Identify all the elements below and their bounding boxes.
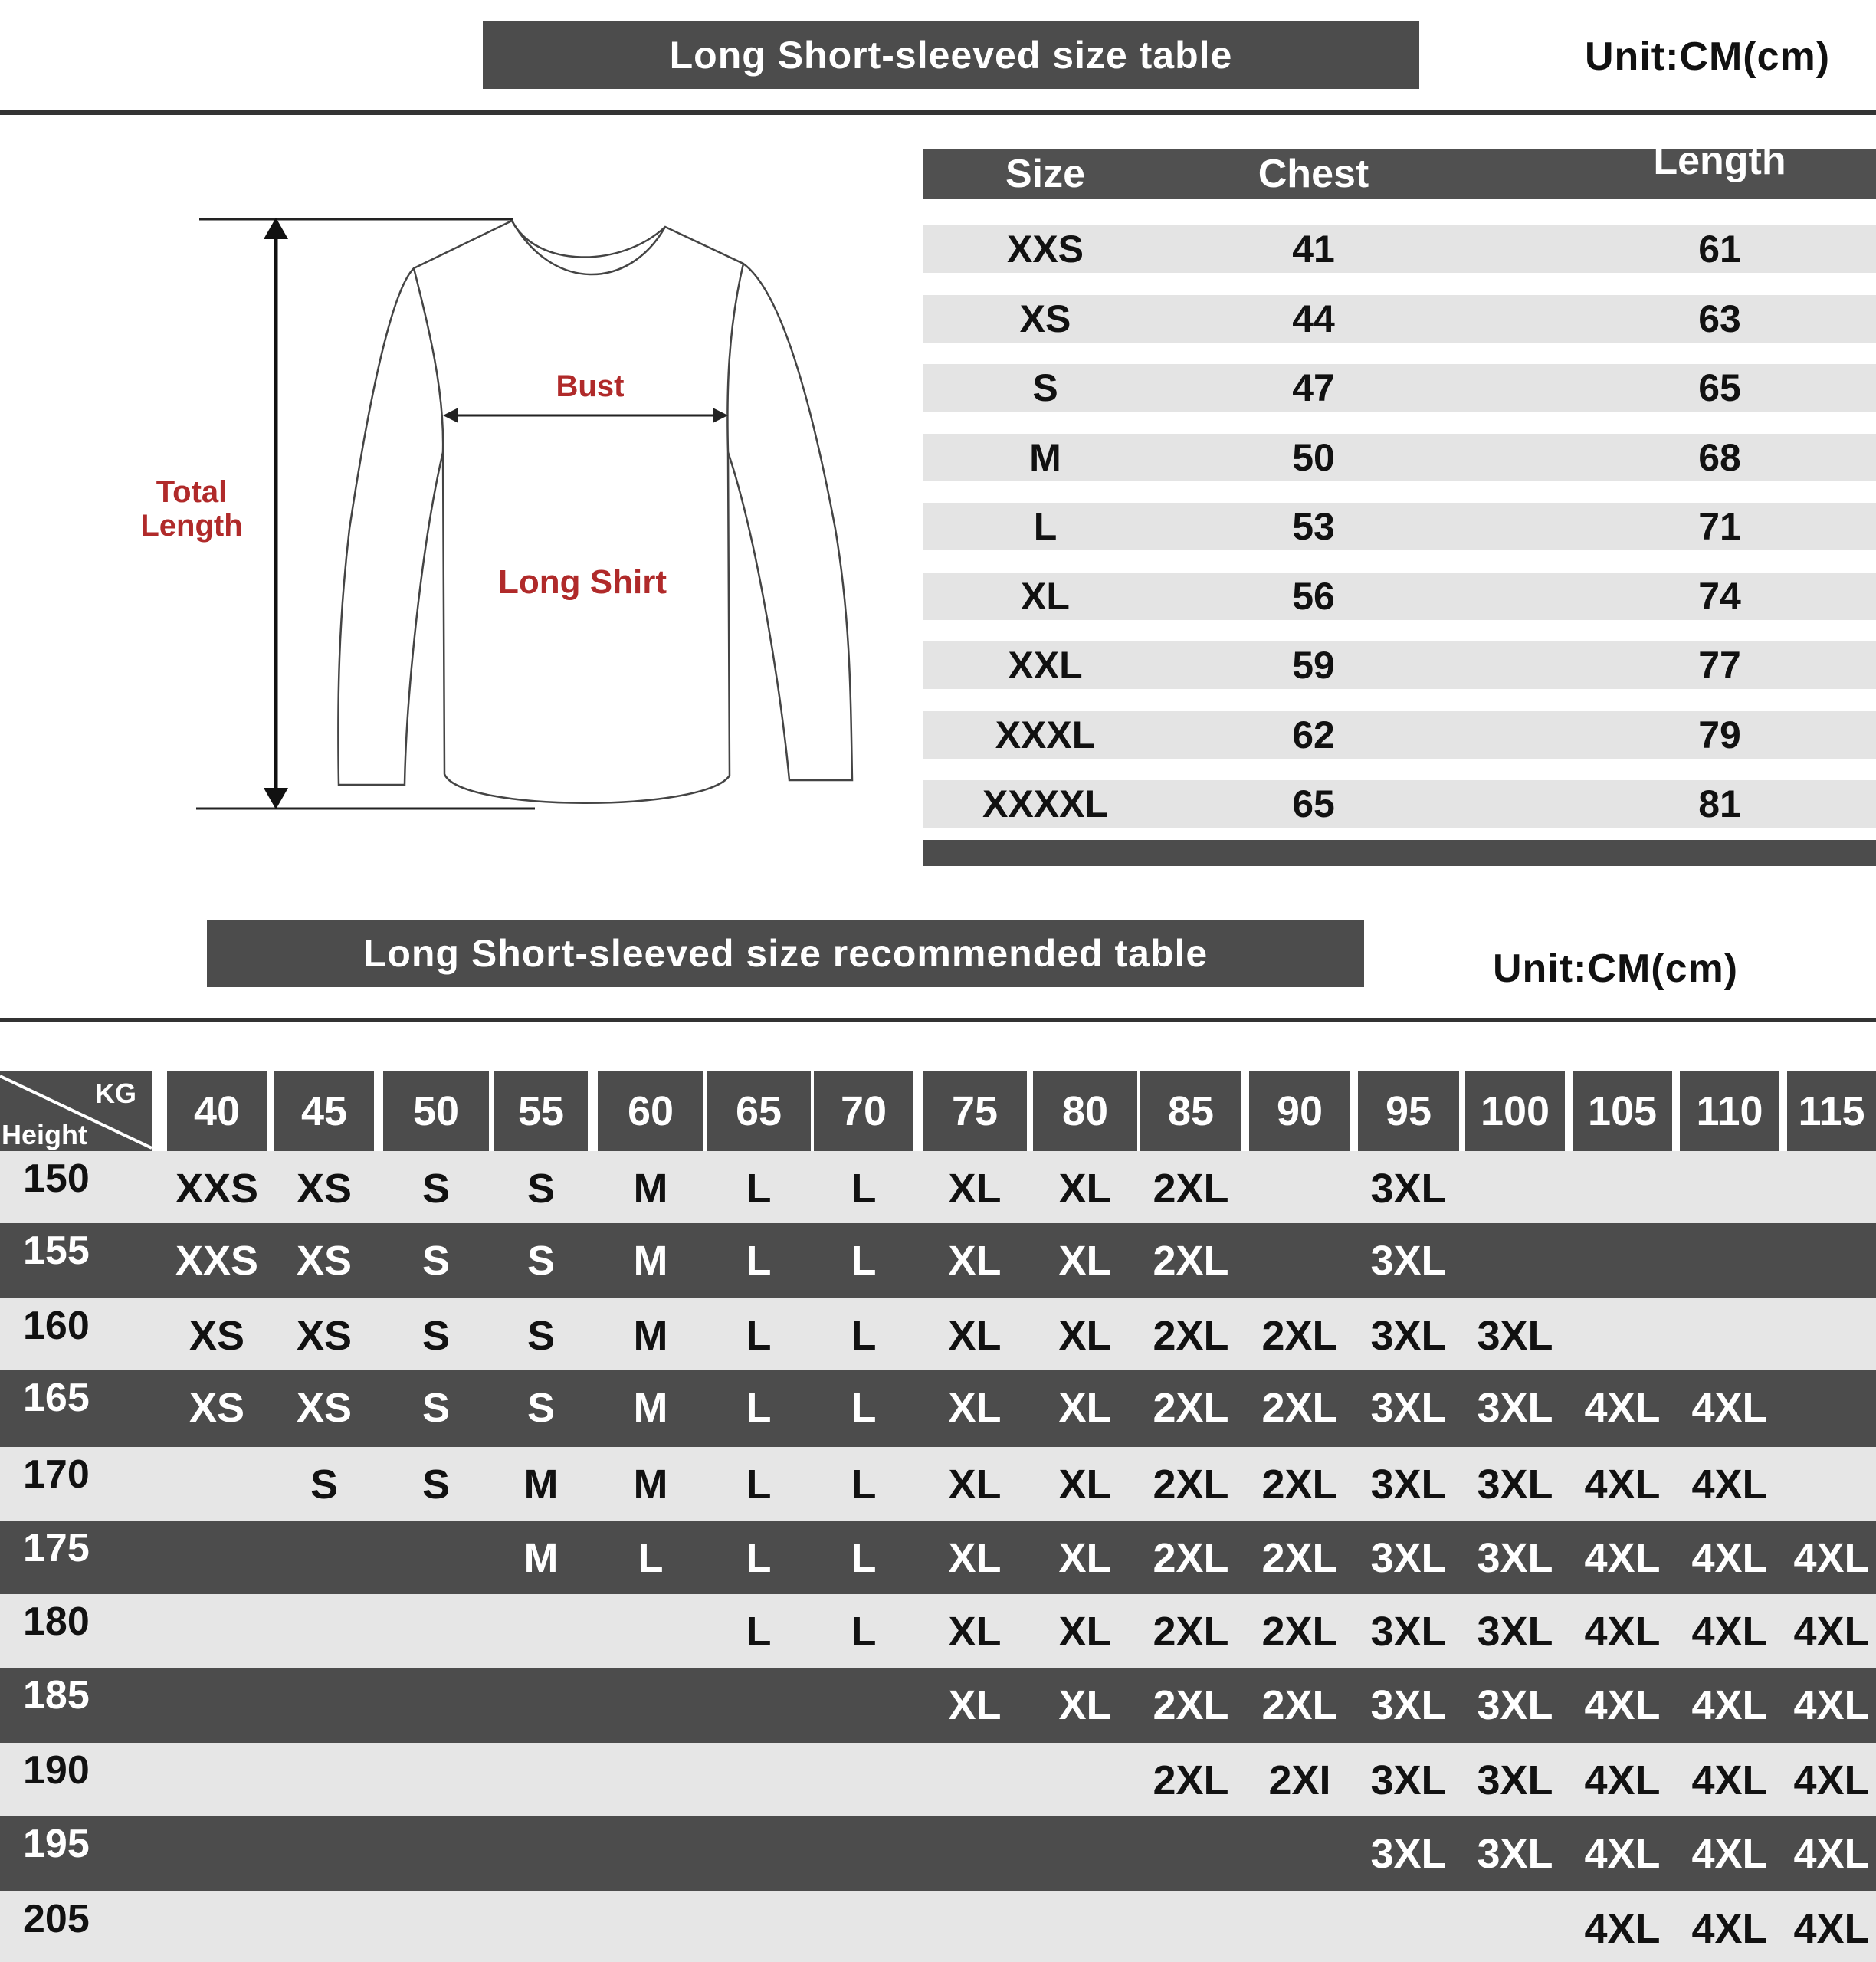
recommended-size-cell: 2XL [1153, 1166, 1229, 1212]
size-table-row [923, 364, 1876, 412]
recommended-size-cell: XL [948, 1682, 1002, 1728]
kg-column-header: 50 [383, 1071, 489, 1151]
total-length-label-line1: Total [156, 475, 228, 509]
recommended-size-cell: XS [189, 1385, 245, 1431]
recommended-size-cell: L [851, 1462, 877, 1508]
recommended-size-cell: M [633, 1313, 668, 1359]
recommended-size-cell: XL [1058, 1238, 1112, 1284]
recommended-size-cell: 4XL [1793, 1609, 1870, 1655]
recommended-size-cell: L [746, 1313, 772, 1359]
recommended-size-cell: 4XL [1691, 1385, 1768, 1431]
recommended-size-cell: XS [296, 1385, 353, 1431]
size-cell: L [1033, 505, 1058, 548]
recommend-table-unit: Unit:CM(cm) [1493, 947, 1739, 991]
chest-column-header: Chest [1258, 152, 1369, 196]
kg-column-header: 70 [814, 1071, 913, 1151]
recommended-size-cell: S [421, 1462, 451, 1508]
recommend-table-row [0, 1521, 1876, 1594]
length-cell: 77 [1698, 644, 1741, 687]
size-table-unit: Unit:CM(cm) [1585, 34, 1831, 79]
recommended-size-cell: S [526, 1238, 556, 1284]
recommended-size-cell: 4XL [1793, 1535, 1870, 1581]
recommend-table-row [0, 1668, 1876, 1743]
recommended-size-cell: 4XL [1691, 1609, 1768, 1655]
recommended-size-cell: S [526, 1385, 556, 1431]
recommended-size-cell: XL [1058, 1609, 1112, 1655]
recommended-size-cell: XL [1058, 1385, 1112, 1431]
size-table-footer-bar [923, 840, 1876, 866]
size-column-header: Size [1005, 152, 1086, 196]
recommended-size-cell: 2XL [1153, 1385, 1229, 1431]
size-cell: M [1029, 435, 1061, 479]
recommended-size-cell: 4XL [1691, 1535, 1768, 1581]
recommended-size-cell: 4XL [1584, 1385, 1661, 1431]
size-table-row [923, 573, 1876, 620]
recommend-table-row [0, 1816, 1876, 1891]
recommended-size-cell: XS [296, 1313, 353, 1359]
recommended-size-cell: 2XL [1261, 1609, 1338, 1655]
recommended-size-cell: 3XL [1370, 1385, 1447, 1431]
chest-cell: 65 [1292, 783, 1335, 825]
top-divider [0, 110, 1876, 115]
recommended-size-cell: XL [948, 1238, 1002, 1284]
recommended-size-cell: 4XL [1584, 1462, 1661, 1508]
long-shirt-label: Long Shirt [498, 563, 667, 601]
size-table-row [923, 641, 1876, 689]
recommended-size-cell: L [851, 1609, 877, 1655]
recommended-size-cell: L [638, 1535, 664, 1581]
recommended-size-cell: 2XL [1153, 1535, 1229, 1581]
garment-diagram [123, 207, 874, 820]
corner-header-cell [0, 1071, 152, 1151]
recommended-size-cell: S [310, 1462, 339, 1508]
size-table [923, 139, 1876, 869]
recommended-size-cell: 3XL [1477, 1535, 1553, 1581]
height-cell: 175 [23, 1526, 90, 1570]
recommended-size-cell: L [746, 1385, 772, 1431]
size-cell: S [1032, 366, 1058, 409]
length-cell: 61 [1698, 228, 1741, 271]
recommend-table-row [0, 1298, 1876, 1370]
recommend-table-row [0, 1891, 1876, 1962]
recommended-size-cell: 3XL [1370, 1166, 1447, 1212]
length-cell: 81 [1698, 783, 1741, 825]
recommended-size-cell: M [633, 1462, 668, 1508]
recommended-size-cell: L [851, 1238, 877, 1284]
recommended-size-cell: XL [948, 1462, 1002, 1508]
recommended-size-cell: L [851, 1385, 877, 1431]
recommended-size-cell: S [421, 1313, 451, 1359]
kg-column-header: 80 [1033, 1071, 1137, 1151]
kg-column-header: 45 [274, 1071, 374, 1151]
size-cell: XXXXL [982, 783, 1108, 825]
recommend-table-row [0, 1447, 1876, 1521]
kg-column-header: 95 [1358, 1071, 1459, 1151]
recommended-size-cell: 2XL [1261, 1313, 1338, 1359]
recommended-size-cell: 2XL [1153, 1462, 1229, 1508]
height-cell: 195 [23, 1822, 90, 1866]
kg-column-header: 65 [707, 1071, 811, 1151]
recommended-size-cell: 4XL [1691, 1682, 1768, 1728]
recommended-size-cell: XL [948, 1385, 1002, 1431]
recommended-size-cell: 3XL [1370, 1462, 1447, 1508]
recommended-size-cell: 4XL [1584, 1831, 1661, 1877]
bust-label: Bust [556, 369, 625, 403]
recommended-size-cell: 4XL [1584, 1757, 1661, 1803]
kg-column-header: 60 [598, 1071, 704, 1151]
kg-column-header: 115 [1787, 1071, 1876, 1151]
length-column-header: Length [1653, 139, 1786, 183]
recommended-size-cell: XL [948, 1535, 1002, 1581]
recommended-size-cell: 4XL [1691, 1757, 1768, 1803]
size-table-row [923, 434, 1876, 481]
recommended-size-cell: L [746, 1462, 772, 1508]
recommended-size-cell: 3XL [1477, 1385, 1553, 1431]
recommended-size-cell: M [523, 1462, 559, 1508]
size-table-row [923, 225, 1876, 273]
kg-column-header: 75 [923, 1071, 1027, 1151]
recommended-size-cell: 4XL [1793, 1682, 1870, 1728]
height-cell: 180 [23, 1599, 90, 1644]
recommended-size-cell: 3XL [1370, 1609, 1447, 1655]
kg-column-header: 55 [494, 1071, 588, 1151]
height-cell: 190 [23, 1748, 90, 1793]
recommended-size-cell: 3XL [1370, 1535, 1447, 1581]
chest-cell: 44 [1292, 297, 1335, 340]
kg-column-header: 40 [167, 1071, 267, 1151]
recommended-size-cell: 2XL [1261, 1535, 1338, 1581]
kg-column-header: 110 [1680, 1071, 1779, 1151]
recommend-table-row [0, 1594, 1876, 1668]
recommend-table-row [0, 1223, 1876, 1298]
chest-cell: 62 [1292, 713, 1335, 756]
recommended-size-cell: 2XL [1153, 1682, 1229, 1728]
recommended-size-cell: S [526, 1313, 556, 1359]
recommended-size-cell: XL [1058, 1313, 1112, 1359]
recommended-size-cell: M [633, 1385, 668, 1431]
recommended-size-cell: 3XL [1370, 1238, 1447, 1284]
height-cell: 185 [23, 1673, 90, 1718]
recommended-size-cell: XS [296, 1166, 353, 1212]
recommended-size-cell: 4XL [1793, 1906, 1870, 1952]
recommended-size-cell: 2XL [1261, 1385, 1338, 1431]
recommended-size-cell: 4XL [1691, 1462, 1768, 1508]
height-cell: 155 [23, 1229, 90, 1273]
recommended-size-cell: XXS [175, 1238, 259, 1284]
recommended-size-cell: XL [1058, 1682, 1112, 1728]
size-table-row [923, 503, 1876, 550]
recommended-size-cell: 2XL [1153, 1313, 1229, 1359]
chest-cell: 47 [1292, 366, 1335, 409]
recommended-size-cell: 4XL [1691, 1906, 1768, 1952]
length-cell: 68 [1698, 435, 1741, 479]
recommend-table-row [0, 1151, 1876, 1223]
recommended-size-cell: XL [1058, 1535, 1112, 1581]
recommended-size-cell: S [421, 1385, 451, 1431]
length-cell: 74 [1698, 574, 1741, 618]
recommended-size-cell: 3XL [1477, 1831, 1553, 1877]
total-length-label-line2: Length [140, 509, 243, 543]
recommended-size-cell: 2XL [1153, 1238, 1229, 1284]
recommended-size-cell: 4XL [1584, 1535, 1661, 1581]
recommend-table [0, 1071, 1876, 1962]
recommended-size-cell: L [851, 1535, 877, 1581]
corner-height-label: Height [2, 1119, 87, 1150]
size-table-row [923, 295, 1876, 343]
recommend-table-title: Long Short-sleeved size recommended table [362, 932, 1209, 975]
recommended-size-cell: 3XL [1477, 1757, 1553, 1803]
recommended-size-cell: 3XL [1370, 1313, 1447, 1359]
recommended-size-cell: 3XL [1370, 1682, 1447, 1728]
kg-column-header: 85 [1140, 1071, 1241, 1151]
recommended-size-cell: L [851, 1313, 877, 1359]
recommended-size-cell: XL [948, 1166, 1002, 1212]
recommended-size-cell: M [633, 1166, 668, 1212]
recommended-size-cell: 4XL [1584, 1906, 1661, 1952]
recommended-size-cell: 2XL [1261, 1682, 1338, 1728]
chest-cell: 53 [1292, 505, 1335, 548]
chest-cell: 59 [1292, 644, 1335, 687]
recommended-size-cell: 3XL [1477, 1313, 1553, 1359]
recommended-size-cell: M [633, 1238, 668, 1284]
size-table-header [923, 139, 1876, 199]
recommended-size-cell: 2XL [1153, 1757, 1229, 1803]
recommended-size-cell: S [526, 1166, 556, 1212]
recommended-size-cell: 4XL [1584, 1609, 1661, 1655]
recommended-size-cell: 3XL [1370, 1757, 1447, 1803]
height-cell: 160 [23, 1304, 90, 1348]
size-table-row [923, 711, 1876, 759]
length-cell: 63 [1698, 297, 1741, 340]
recommended-size-cell: S [421, 1238, 451, 1284]
size-cell: XS [1019, 297, 1071, 340]
recommended-size-cell: 3XL [1477, 1462, 1553, 1508]
kg-column-header: 105 [1573, 1071, 1672, 1151]
recommended-size-cell: L [851, 1166, 877, 1212]
size-cell: XXS [1006, 228, 1084, 271]
height-cell: 165 [23, 1376, 90, 1420]
recommended-size-cell: XL [1058, 1462, 1112, 1508]
recommended-size-cell: XS [189, 1313, 245, 1359]
recommend-table-row [0, 1370, 1876, 1447]
recommend-table-row [0, 1743, 1876, 1816]
recommended-size-cell: 2XL [1153, 1609, 1229, 1655]
recommended-size-cell: L [746, 1166, 772, 1212]
size-cell: XXL [1008, 644, 1083, 687]
recommended-size-cell: 2XL [1261, 1462, 1338, 1508]
recommended-size-cell: M [523, 1535, 559, 1581]
recommended-size-cell: XS [296, 1238, 353, 1284]
recommended-size-cell: 4XL [1691, 1831, 1768, 1877]
recommended-size-cell: XL [948, 1609, 1002, 1655]
middle-divider [0, 1018, 1876, 1022]
recommended-size-cell: 4XL [1584, 1682, 1661, 1728]
chest-cell: 56 [1292, 574, 1335, 618]
recommended-size-cell: 3XL [1370, 1831, 1447, 1877]
recommended-size-cell: L [746, 1609, 772, 1655]
recommended-size-cell: 3XL [1477, 1609, 1553, 1655]
kg-column-header: 90 [1249, 1071, 1350, 1151]
corner-kg-label: KG [95, 1078, 136, 1109]
size-table-title: Long Short-sleeved size table [669, 34, 1233, 77]
size-table-row [923, 780, 1876, 828]
recommended-size-cell: L [746, 1535, 772, 1581]
recommended-size-cell: 4XL [1793, 1757, 1870, 1803]
recommended-size-cell: 3XL [1477, 1682, 1553, 1728]
height-cell: 205 [23, 1897, 90, 1941]
chest-cell: 41 [1292, 228, 1335, 271]
height-cell: 170 [23, 1452, 90, 1497]
length-cell: 79 [1698, 713, 1741, 756]
recommended-size-cell: L [746, 1238, 772, 1284]
recommended-size-cell: XXS [175, 1166, 259, 1212]
recommend-table-title-bar [207, 920, 1364, 987]
size-cell: XL [1021, 574, 1070, 618]
size-cell: XXXL [995, 713, 1096, 756]
height-cell: 150 [23, 1157, 90, 1201]
recommended-size-cell: S [421, 1166, 451, 1212]
size-table-title-bar [483, 21, 1419, 89]
kg-column-header: 100 [1465, 1071, 1565, 1151]
length-cell: 65 [1698, 366, 1741, 409]
recommended-size-cell: 4XL [1793, 1831, 1870, 1877]
length-cell: 71 [1698, 505, 1741, 548]
recommended-size-cell: XL [1058, 1166, 1112, 1212]
chest-cell: 50 [1292, 435, 1335, 479]
recommended-size-cell: 2XI [1268, 1757, 1331, 1803]
recommended-size-cell: XL [948, 1313, 1002, 1359]
